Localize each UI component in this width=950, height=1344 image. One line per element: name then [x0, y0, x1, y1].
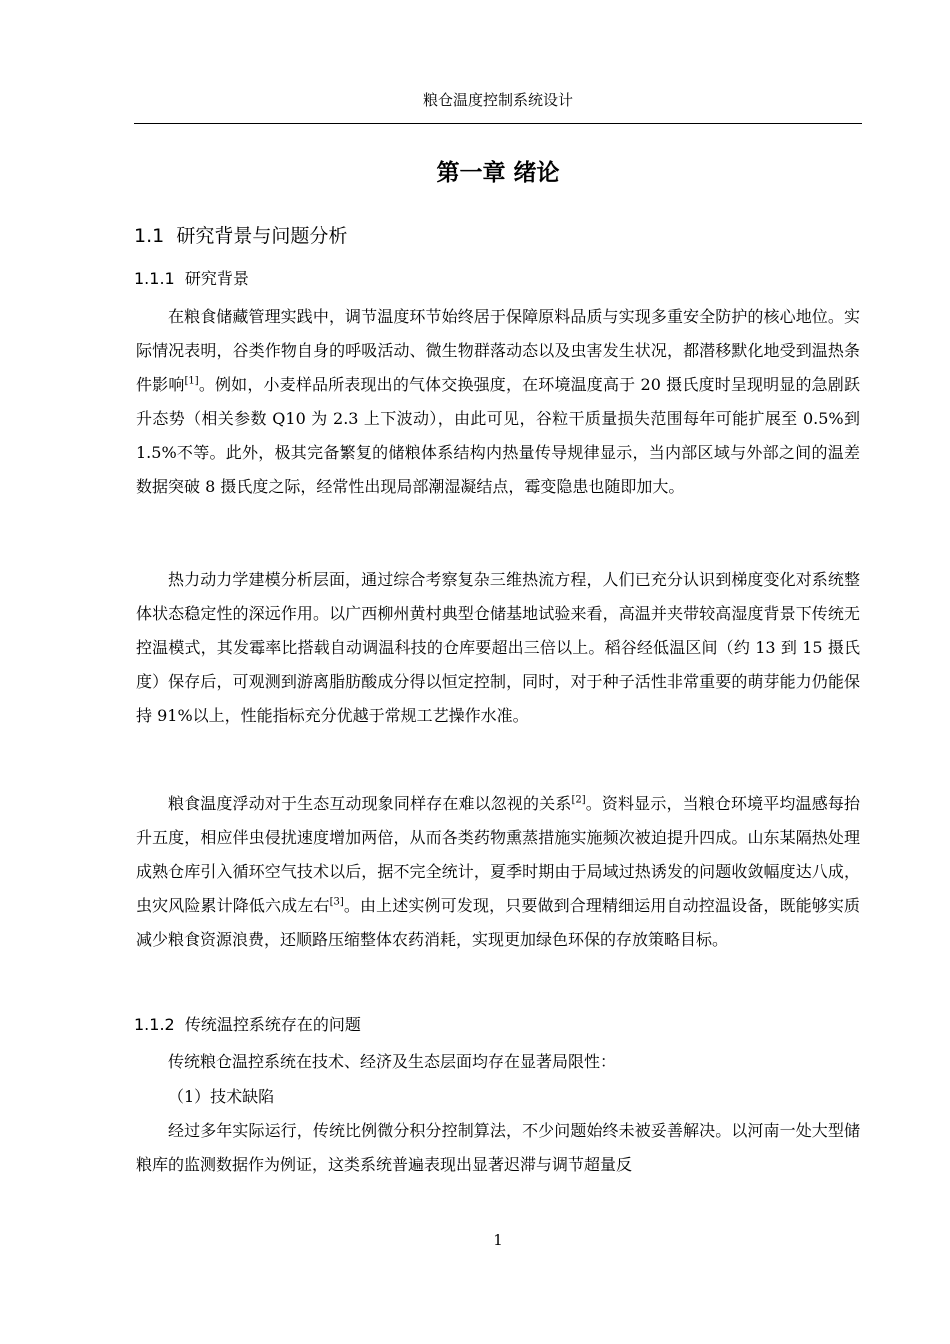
page-number: 1 — [493, 1231, 503, 1249]
subsection-title: 传统温控系统存在的问题 — [184, 1015, 361, 1034]
paragraph — [136, 787, 860, 957]
section-heading — [134, 222, 347, 250]
paragraph-text: 。由上述实例可发现，只要做到合理精细运用自动控温设备，既能够实质减少粮食资源浪费，还顺路压缩整体农药消耗，实现更加绿色环保的存放策略目标。 — [136, 896, 860, 949]
subsection-title: 研究背景 — [184, 269, 249, 288]
paragraph-text: 。资料显示，当粮仓环境平均温感每抬升五度，相应伴虫侵扰速度增加两倍，从而各类药物熏蒸措施实施频次被迫提升四成。山东某隔热处理成熟仓库引入循环空气技术以后，据不完全统计，夏季时期由于局域过热诱发的问题收敛幅度达八成，虫灾风险累计降低六成左右 — [136, 794, 860, 915]
paragraph-text: 。例如，小麦样品所表现出的气体交换强度，在环境温度高于 20 摄氏度时呈现明显的急剧跃升态势（相关参数 Q10 为 2.3 上下波动），由此可见，谷粒干质量损失范围每年可能扩展至 0.5%到 1.5%不等。此外，极其完备繁复的储粮体系结构内热量传导规律显示，当内部区域与外部之间的温差数据突破 8 摄氏度之际，经常性出现局部潮湿凝结点，霉变隐患也随即加大。 — [136, 375, 860, 496]
citation-ref: [2] — [571, 794, 586, 806]
citation-ref: [3] — [329, 896, 344, 908]
header-divider — [134, 123, 862, 124]
paragraph — [136, 300, 860, 504]
paragraph: 热力动力学建模分析层面，通过综合考察复杂三维热流方程，人们已充分认识到梯度变化对系统整体状态稳定性的深远作用。以广西柳州黄村典型仓储基地试验来看，高温并夹带较高湿度背景下传统无控温模式，其发霉率比搭载自动调温科技的仓库要超出三倍以上。稻谷经低温区间（约 13 到 15 摄氏度）保存后，可观测到游离脂肪酸成分得以恒定控制，同时，对于种子活性非常重要的萌芽能力仍能保持 91%以上，性能指标充分优越于常规工艺操作水准。 — [136, 570, 860, 725]
chapter-title: 第一章 绪论 — [436, 160, 560, 186]
subsection-heading — [134, 267, 249, 291]
subsection-heading — [134, 1013, 361, 1037]
paragraph: 经过多年实际运行，传统比例微分积分控制算法，不少问题始终未被妥善解决。以河南一处大型储粮库的监测数据作为例证，这类系统普遍表现出显著迟滞与调节超量反 — [136, 1121, 860, 1174]
section-number: 1.1 — [134, 225, 165, 247]
list-label: （1）技术缺陷 — [168, 1087, 275, 1106]
section-title: 研究背景与问题分析 — [176, 225, 348, 247]
citation-ref: [1] — [184, 375, 199, 387]
running-header: 粮仓温度控制系统设计 — [422, 91, 573, 109]
paragraph-text: 粮食温度浮动对于生态互动现象同样存在难以忽视的关系 — [168, 794, 572, 813]
subsection-number: 1.1.1 — [134, 269, 175, 288]
subsection-number: 1.1.2 — [134, 1015, 175, 1034]
paragraph-text: 在粮食储藏管理实践中，调节温度环节始终居于保障原料品质与实现多重安全防护的核心地位。实际情况表明，谷类作物自身的呼吸活动、微生物群落动态以及虫害发生状况，都潜移默化地受到温热条件影响 — [136, 307, 860, 394]
paragraph: 传统粮仓温控系统在技术、经济及生态层面均存在显著局限性： — [168, 1052, 617, 1071]
